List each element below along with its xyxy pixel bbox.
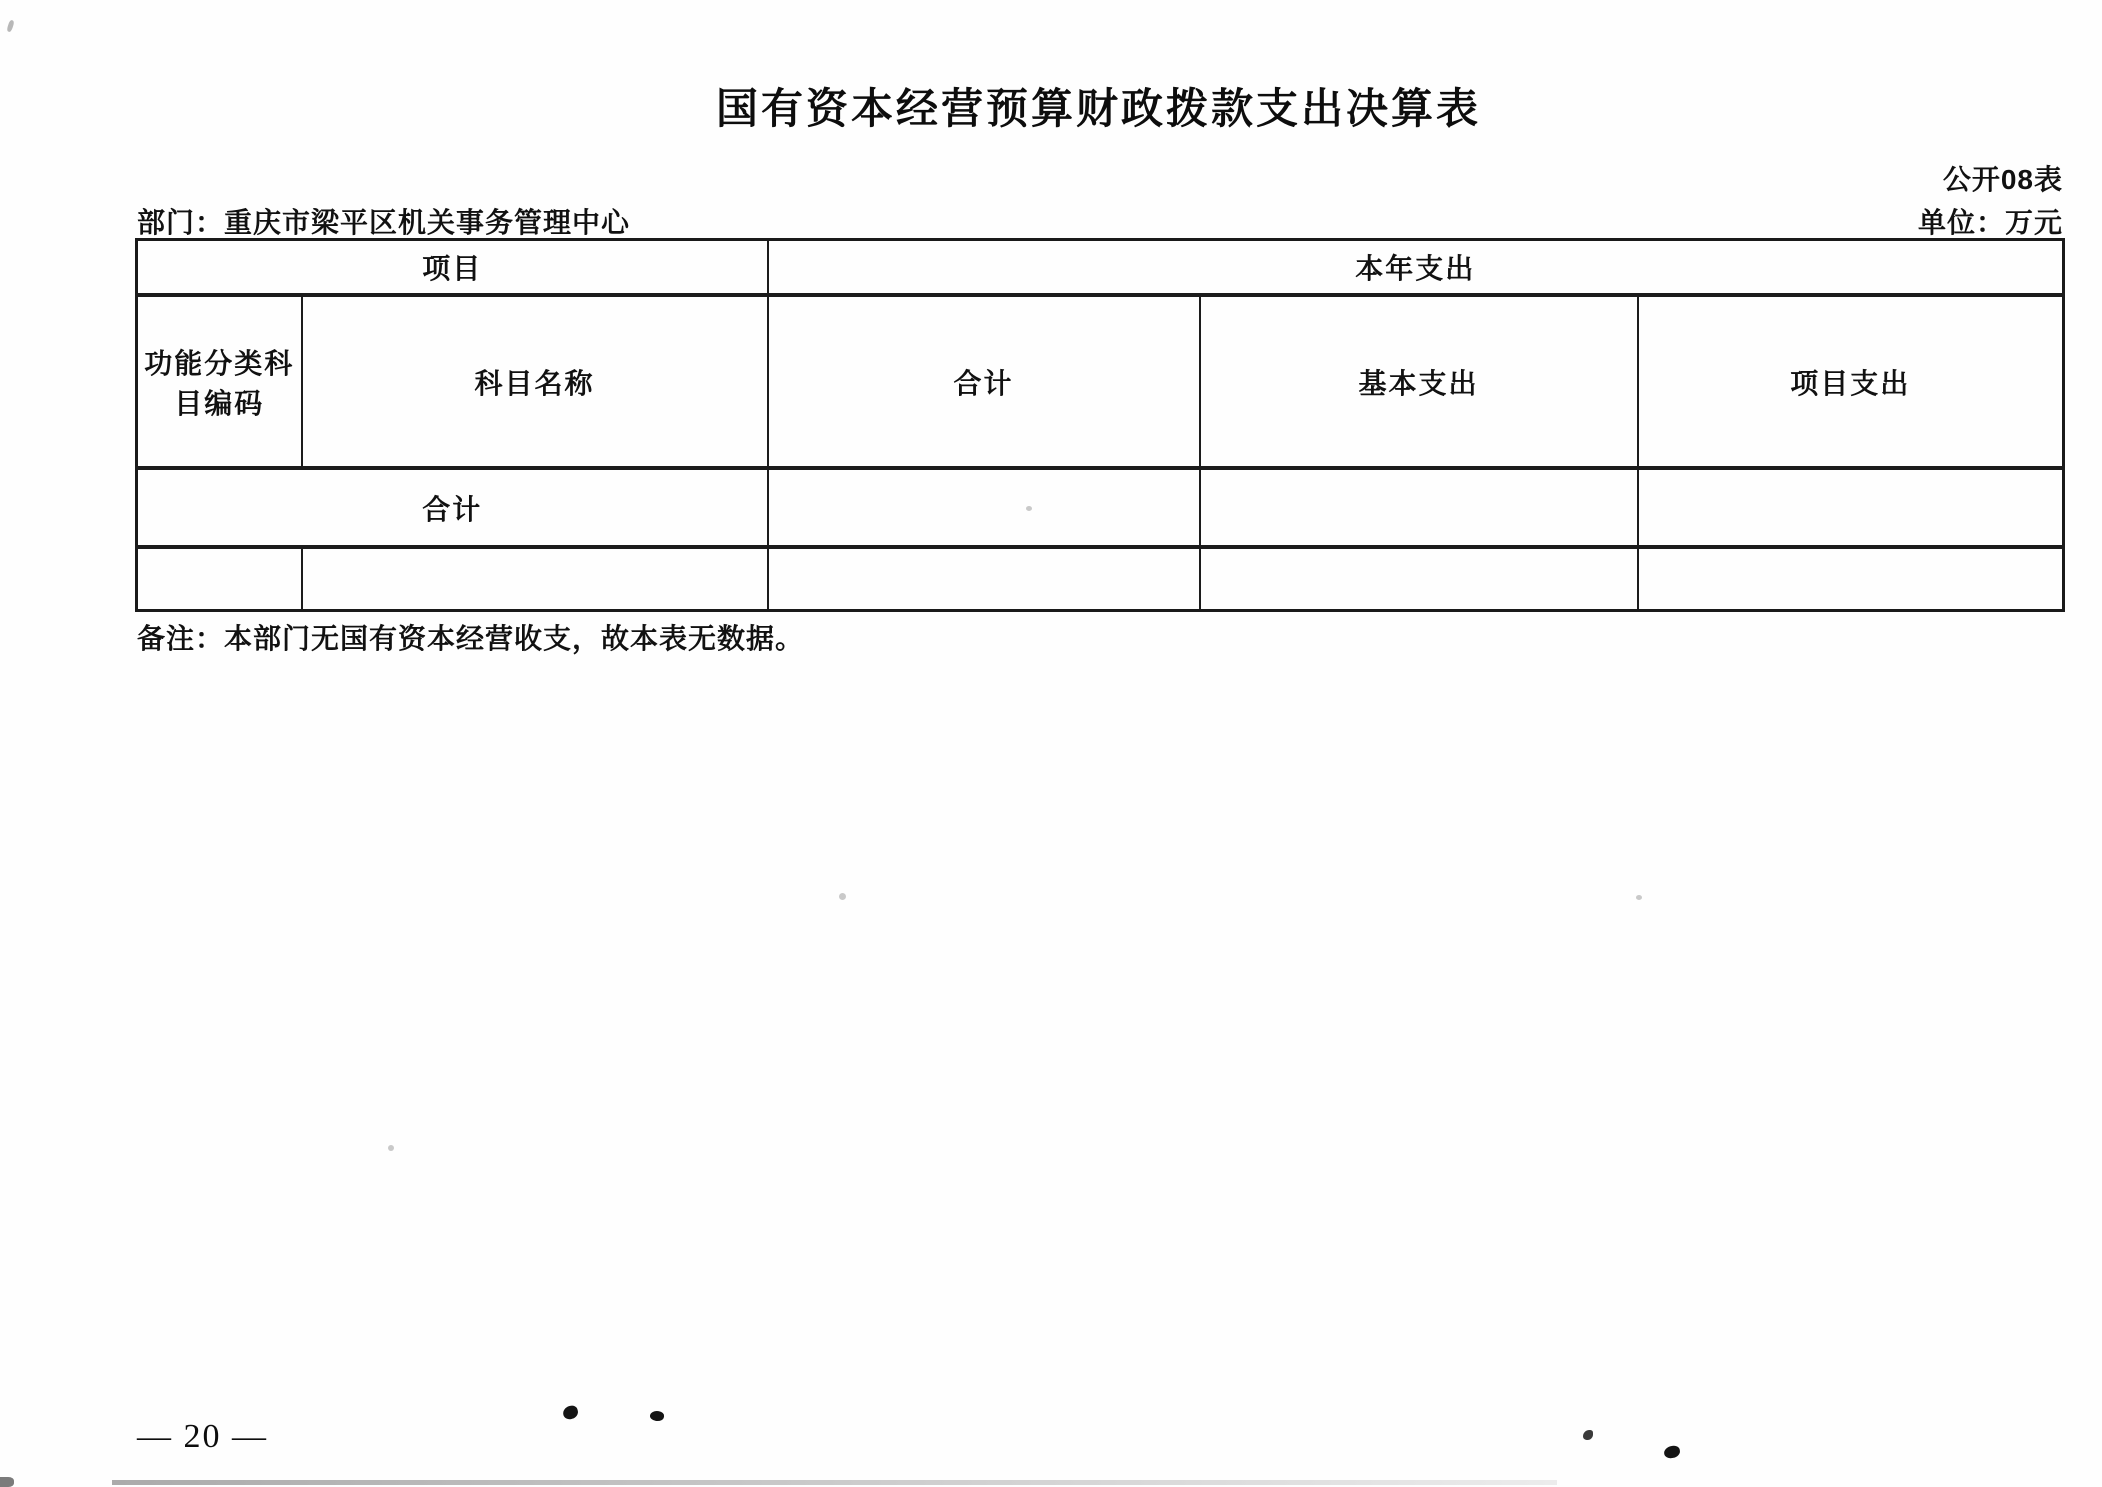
page-title: 国有资本经营预算财政拨款支出决算表 <box>715 85 1481 132</box>
unit-label: 单位：万元 <box>1917 207 2063 238</box>
column-header-total: 合计 <box>768 295 1200 468</box>
column-header-function-code: 功能分类科目编码 <box>137 295 302 468</box>
scan-artifact <box>1636 895 1642 900</box>
scan-artifact <box>562 1404 580 1420</box>
column-header-subject-name: 科目名称 <box>302 295 768 468</box>
empty-row-basic-cell <box>1200 547 1638 611</box>
scan-artifact <box>1026 506 1032 511</box>
scan-artifact <box>1663 1445 1681 1460</box>
group-header-project: 项目 <box>137 240 768 296</box>
table-row <box>137 468 2064 547</box>
scan-artifact <box>0 1477 14 1487</box>
empty-row-total-cell <box>768 547 1200 611</box>
fiscal-table <box>135 238 2065 612</box>
scan-artifact <box>1583 1430 1593 1440</box>
scan-artifact <box>6 20 14 33</box>
total-row-label: 合计 <box>137 468 768 547</box>
table-row <box>137 295 2064 468</box>
page-number: — 20 — <box>137 1418 268 1455</box>
scan-artifact <box>839 893 846 900</box>
total-row-basic-cell <box>1200 468 1638 547</box>
empty-row-code-cell <box>137 547 302 611</box>
table-row <box>137 240 2064 296</box>
note-text: 备注：本部门无国有资本经营收支，故本表无数据。 <box>137 623 805 654</box>
table-row <box>137 547 2064 611</box>
scan-artifact <box>388 1145 394 1151</box>
scan-edge-shadow <box>112 1480 1557 1485</box>
column-header-project-expenditure: 项目支出 <box>1638 295 2064 468</box>
empty-row-name-cell <box>302 547 768 611</box>
total-row-total-cell <box>768 468 1200 547</box>
group-header-current-year-expenditure: 本年支出 <box>768 240 2064 296</box>
scan-artifact <box>649 1410 664 1422</box>
empty-row-project-cell <box>1638 547 2064 611</box>
department-label: 部门：重庆市梁平区机关事务管理中心 <box>137 207 631 238</box>
table-code-label: 公开08表 <box>1942 164 2063 195</box>
column-header-basic-expenditure: 基本支出 <box>1200 295 1638 468</box>
total-row-project-cell <box>1638 468 2064 547</box>
